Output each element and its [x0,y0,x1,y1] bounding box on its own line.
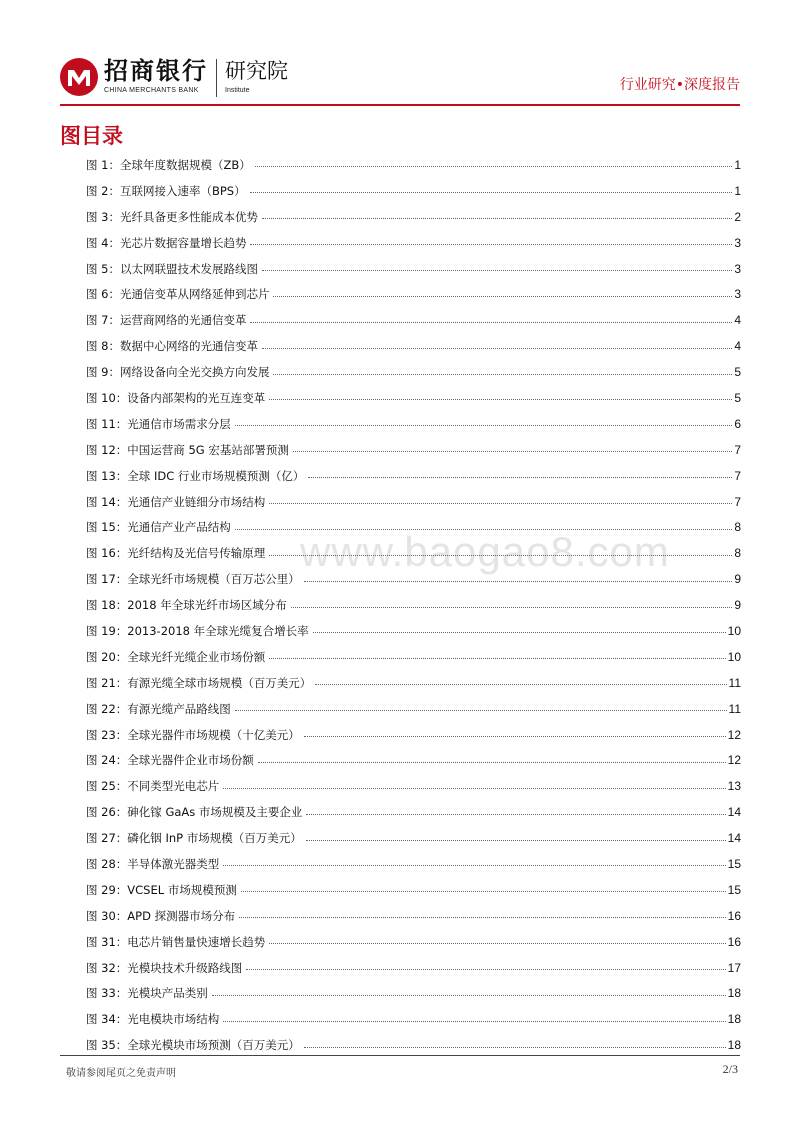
toc-entry[interactable] [86,903,741,929]
toc-entry-page: 16 [727,908,741,923]
toc-entry-page: 8 [734,546,741,561]
toc-entry-page: 11 [728,701,741,716]
toc-entry-label: 图 7：运营商网络的光通信变革 [86,313,247,328]
toc-entry[interactable] [86,566,741,592]
toc-entry-page: 16 [727,934,741,949]
toc-entry-page: 14 [727,831,741,846]
toc-entry-page: 4 [734,339,741,354]
footer-page-number: 2/3 [722,1062,738,1076]
footer-divider [60,1055,740,1056]
toc-entry[interactable] [86,437,741,463]
toc-entry[interactable] [86,929,741,955]
toc-entry-label: 图 23：全球光器件市场规模（十亿美元） [86,727,300,742]
toc-entry-page: 1 [734,157,741,172]
toc-leader-dots [291,607,733,608]
toc-entry-label: 图 25：不同类型光电芯片 [86,779,220,794]
toc-entry-label: 图 17：全球光纤市场规模（百万芯公里） [86,572,300,587]
toc-entry-label: 图 10：设备内部架构的光互连变革 [86,390,266,405]
toc-leader-dots [269,658,725,659]
toc-entry[interactable] [86,411,741,437]
toc-entry-page: 12 [727,753,741,768]
toc-leader-dots [235,425,733,426]
toc-leader-dots [239,917,726,918]
toc-leader-dots [212,995,726,996]
toc-entry-page: 4 [734,313,741,328]
toc-entry-page: 6 [734,416,741,431]
toc-entry-label: 图 18：2018 年全球光纤市场区域分布 [86,598,287,613]
toc-entry[interactable] [86,514,741,540]
toc-leader-dots [269,399,732,400]
toc-entry-label: 图 12：中国运营商 5G 宏基站部署预测 [86,442,289,457]
toc-entry-page: 10 [727,623,741,638]
toc-entry-label: 图 15：光通信产业产品结构 [86,520,231,535]
toc-entry-page: 9 [734,598,741,613]
toc-entry[interactable] [86,955,741,981]
toc-entry-page: 1 [734,183,741,198]
toc-entry-label: 图 2：互联网接入速率（BPS） [86,183,246,198]
toc-leader-dots [273,374,732,375]
toc-leader-dots [313,632,726,633]
toc-entry[interactable] [86,204,741,230]
toc-entry[interactable] [86,333,741,359]
toc-entry-label: 图 32：光模块技术升级路线图 [86,960,243,975]
toc-entry-label: 图 6：光通信变革从网络延伸到芯片 [86,287,270,302]
toc-entry[interactable] [86,540,741,566]
toc-entry-label: 图 4：光芯片数据容量增长趋势 [86,235,247,250]
toc-entry-label: 图 13：全球 IDC 行业市场规模预测（亿） [86,468,305,483]
toc-leader-dots [306,840,726,841]
toc-leader-dots [269,943,725,944]
footer-disclaimer: 敬请参阅尾页之免责声明 [66,1068,176,1079]
toc-entry-page: 11 [728,675,741,690]
toc-entry[interactable] [86,981,741,1007]
toc-entry[interactable] [86,592,741,618]
toc-leader-dots [246,969,725,970]
toc-entry-page: 9 [734,572,741,587]
toc-leader-dots [304,1047,726,1048]
toc-leader-dots [269,555,732,556]
toc-entry-page: 15 [727,856,741,871]
toc-entry[interactable] [86,644,741,670]
toc-entry[interactable] [86,747,741,773]
institute-name-en: Institute [225,87,250,94]
toc-entry-page: 7 [734,494,741,509]
institute-name-cn: 研究院 [225,59,288,83]
toc-list [86,152,741,1058]
toc-entry-label: 图 26：砷化镓 GaAs 市场规模及主要企业 [86,805,303,820]
toc-entry-page: 7 [734,468,741,483]
toc-leader-dots [223,1021,725,1022]
cmb-logo-icon [60,58,98,96]
bank-logo [60,56,288,100]
toc-entry[interactable] [86,178,741,204]
toc-entry[interactable] [86,281,741,307]
toc-entry-label: 图 22：有源光缆产品路线图 [86,701,231,716]
toc-entry-page: 14 [727,805,741,820]
toc-entry-label: 图 34：光电模块市场结构 [86,1012,220,1027]
toc-entry-page: 8 [734,520,741,535]
toc-entry-label: 图 33：光模块产品类别 [86,986,208,1001]
toc-entry-page: 5 [734,390,741,405]
toc-entry[interactable] [86,256,741,282]
toc-entry-label: 图 20：全球光纤光缆企业市场份额 [86,649,266,664]
watermark: www.baogao8.com [300,528,670,575]
toc-entry-page: 12 [727,727,741,742]
toc-leader-dots [235,710,727,711]
toc-entry-label: 图 35：全球光模块市场预测（百万美元） [86,1038,300,1053]
toc-entry[interactable] [86,463,741,489]
toc-entry-page: 3 [734,235,741,250]
toc-entry-page: 5 [734,365,741,380]
toc-entry-page: 18 [727,1012,741,1027]
toc-entry[interactable] [86,696,741,722]
toc-entry[interactable] [86,489,741,515]
toc-entry[interactable] [86,877,741,903]
toc-entry-label: 图 1：全球年度数据规模（ZB） [86,157,251,172]
toc-entry-page: 2 [734,209,741,224]
bank-name-cn: 招商银行 [104,56,208,85]
toc-leader-dots [258,762,726,763]
toc-entry-page: 18 [727,986,741,1001]
page-header [60,56,740,104]
report-type-label: 行业研究•深度报告 [619,77,740,93]
toc-entry-label: 图 8：数据中心网络的光通信变革 [86,339,258,354]
toc-entry-page: 15 [727,882,741,897]
toc-entry-label: 图 16：光纤结构及光信号传输原理 [86,546,266,561]
toc-leader-dots [255,166,733,167]
toc-entry-label: 图 28：半导体激光器类型 [86,856,220,871]
toc-entry-label: 图 5：以太网联盟技术发展路线图 [86,261,258,276]
toc-entry-label: 图 21：有源光缆全球市场规模（百万美元） [86,675,312,690]
toc-entry[interactable] [86,359,741,385]
toc-entry-page: 3 [734,287,741,302]
header-divider [60,104,740,106]
toc-entry[interactable] [86,851,741,877]
toc-entry-label: 图 3：光纤具备更多性能成本优势 [86,209,258,224]
toc-entry-label: 图 11：光通信市场需求分层 [86,416,231,431]
toc-leader-dots [250,322,732,323]
toc-entry[interactable] [86,825,741,851]
bank-name-en: CHINA MERCHANTS BANK [104,87,199,94]
toc-entry-label: 图 30：APD 探测器市场分布 [86,908,236,923]
toc-leader-dots [315,684,726,685]
toc-entry-page: 3 [734,261,741,276]
toc-entry[interactable] [86,230,741,256]
toc-leader-dots [223,865,725,866]
toc-leader-dots [262,218,732,219]
toc-leader-dots [250,244,732,245]
toc-leader-dots [304,581,733,582]
toc-leader-dots [273,296,732,297]
toc-entry-page: 13 [727,779,741,794]
toc-entry-label: 图 24：全球光器件企业市场份额 [86,753,254,768]
toc-title: 图目录 [60,124,123,148]
toc-entry[interactable] [86,773,741,799]
toc-leader-dots [293,451,732,452]
toc-entry[interactable] [86,799,741,825]
toc-entry[interactable] [86,618,741,644]
toc-leader-dots [269,503,732,504]
toc-entry-label: 图 14：光通信产业链细分市场结构 [86,494,266,509]
toc-leader-dots [235,529,733,530]
toc-entry-label: 图 31：电芯片销售量快速增长趋势 [86,934,266,949]
toc-leader-dots [250,192,733,193]
toc-entry[interactable] [86,307,741,333]
toc-entry-page: 18 [727,1038,741,1053]
toc-entry[interactable] [86,722,741,748]
toc-entry-page: 10 [727,649,741,664]
toc-leader-dots [241,891,726,892]
toc-leader-dots [262,348,732,349]
logo-divider [216,59,217,97]
toc-entry-label: 图 29：VCSEL 市场规模预测 [86,882,237,897]
toc-entry-label: 图 27：磷化铟 InP 市场规模（百万美元） [86,831,302,846]
toc-entry-label: 图 19：2013-2018 年全球光缆复合增长率 [86,623,309,638]
toc-leader-dots [262,270,732,271]
toc-leader-dots [223,788,725,789]
toc-entry-label: 图 9：网络设备向全光交换方向发展 [86,365,270,380]
toc-entry-page: 7 [734,442,741,457]
toc-entry-page: 17 [727,960,741,975]
toc-entry[interactable] [86,385,741,411]
toc-leader-dots [304,736,726,737]
toc-leader-dots [306,814,725,815]
toc-entry[interactable] [86,1006,741,1032]
toc-entry[interactable] [86,152,741,178]
toc-entry[interactable] [86,670,741,696]
toc-leader-dots [308,477,732,478]
